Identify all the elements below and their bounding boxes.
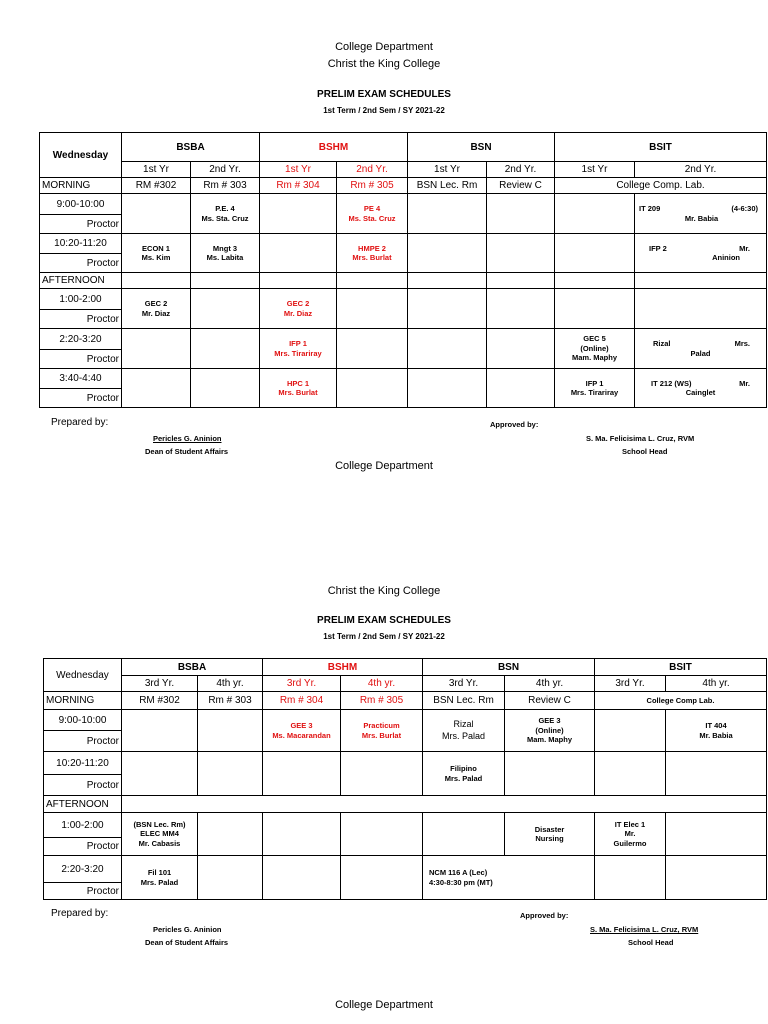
exam-cell (408, 194, 487, 234)
exam-cell (122, 710, 198, 752)
exam-cell (595, 856, 666, 900)
schedule-title: PRELIM EXAM SCHEDULES (317, 89, 451, 100)
course-code: Rizal (653, 339, 671, 349)
year-header: 3rd Yr. (122, 676, 198, 692)
exam-cell (341, 813, 423, 856)
footer-department: College Department (335, 999, 433, 1011)
year-header: 2nd Yr. (191, 162, 260, 178)
exam-cell (263, 856, 341, 900)
exam-cell (595, 710, 666, 752)
exam-cell (555, 194, 635, 234)
exam-cell: IT Elec 1 Mr. Guilermo (595, 813, 666, 856)
course-time: (4-6:30) (731, 204, 759, 214)
exam-cell (635, 289, 767, 329)
schedule-title: PRELIM EXAM SCHEDULES (317, 615, 451, 626)
program-bsit: BSIT (595, 659, 767, 676)
exam-cell (337, 329, 408, 369)
year-header: 1st Yr (122, 162, 191, 178)
time-slot: 1:00-2:00 (40, 289, 122, 310)
proctor-name: Mr. Babia (684, 213, 719, 223)
proctor-label: Proctor (44, 731, 122, 752)
exam-cell: HPC 1 Mrs. Burlat (260, 369, 337, 408)
exam-cell: Rizal Mrs. Palad (423, 710, 505, 752)
proctor-label: Proctor (40, 254, 122, 273)
room-cell: College Comp. Lab. (555, 178, 767, 194)
exam-cell (260, 194, 337, 234)
year-header: 4th yr. (666, 676, 767, 692)
preparer-title: Dean of Student Affairs (145, 938, 229, 947)
exam-cell: Fil 101 Mrs. Palad (122, 856, 198, 900)
exam-cell (635, 234, 767, 273)
preparer-name: Pericles G. Aninion (153, 925, 222, 934)
year-header: 4th yr. (198, 676, 263, 692)
exam-cell: GEE 3 Ms. Macarandan (263, 710, 341, 752)
day-label: Wednesday (44, 659, 122, 692)
prepared-by-label: Prepared by: (51, 417, 109, 428)
exam-cell: GEC 5 (Online) Mam. Maphy (555, 329, 635, 369)
approved-by-label: Approved by: (520, 911, 569, 920)
exam-cell (263, 813, 341, 856)
exam-cell (635, 194, 767, 234)
program-bshm: BSHM (260, 133, 408, 162)
exam-cell (635, 329, 767, 369)
exam-cell (198, 813, 263, 856)
exam-cell (337, 369, 408, 408)
exam-cell (191, 329, 260, 369)
year-header: 3rd Yr. (595, 676, 666, 692)
time-slot: 2:20-3:20 (44, 856, 122, 883)
exam-cell (122, 369, 191, 408)
exam-cell: GEE 3 (Online) Mam. Maphy (505, 710, 595, 752)
program-bsba: BSBA (122, 659, 263, 676)
time-slot: 10:20-11:20 (40, 234, 122, 254)
exam-cell (487, 369, 555, 408)
exam-cell (341, 752, 423, 796)
exam-cell: HMPE 2 Mrs. Burlat (337, 234, 408, 273)
proctor-title: Mr. (739, 378, 751, 388)
exam-cell: P.E. 4 Ms. Sta. Cruz (191, 194, 260, 234)
school-name: Christ the King College (327, 585, 441, 597)
proctor-label: Proctor (44, 775, 122, 796)
exam-cell: Disaster Nursing (505, 813, 595, 856)
year-header: 4th yr. (505, 676, 595, 692)
proctor-label: Proctor (44, 883, 122, 900)
department-heading: College Department (335, 41, 433, 53)
exam-cell: IFP 1 Mrs. Tirariray (260, 329, 337, 369)
room-cell: BSN Lec. Rm (408, 178, 487, 194)
proctor-label: Proctor (44, 838, 122, 856)
time-slot: 2:20-3:20 (40, 329, 122, 350)
footer-department: College Department (335, 460, 433, 472)
program-bsn: BSN (408, 133, 555, 162)
exam-cell (263, 752, 341, 796)
proctor-title: Mrs. (734, 339, 751, 349)
exam-cell: Practicum Mrs. Burlat (341, 710, 423, 752)
proctor-label: Proctor (40, 350, 122, 369)
exam-cell (260, 234, 337, 273)
exam-cell: IT 404 Mr. Babia (666, 710, 767, 752)
prepared-by-label: Prepared by: (51, 908, 109, 919)
exam-cell (555, 234, 635, 273)
room-cell: College Comp Lab. (595, 692, 767, 710)
exam-cell (487, 329, 555, 369)
exam-cell: NCM 116 A (Lec) 4:30-8:30 pm (MT) (423, 856, 595, 900)
day-label: Wednesday (40, 133, 122, 178)
exam-cell: (BSN Lec. Rm) ELEC MM4 Mr. Cabasis (122, 813, 198, 856)
exam-cell (635, 369, 767, 408)
term-label: 1st Term / 2nd Sem / SY 2021-22 (323, 106, 445, 115)
exam-cell (408, 329, 487, 369)
time-slot: 10:20-11:20 (44, 752, 122, 775)
exam-cell (198, 752, 263, 796)
year-header: 2nd Yr. (487, 162, 555, 178)
exam-cell (408, 369, 487, 408)
approver-title: School Head (622, 447, 668, 456)
exam-cell (191, 369, 260, 408)
room-cell: Rm # 304 (263, 692, 341, 710)
approved-by-label: Approved by: (490, 420, 539, 429)
time-slot: 1:00-2:00 (44, 813, 122, 838)
exam-cell (423, 813, 505, 856)
exam-cell (487, 289, 555, 329)
year-header: 1st Yr (555, 162, 635, 178)
year-header: 3rd Yr. (423, 676, 505, 692)
room-cell: Review C (487, 178, 555, 194)
proctor-label: Proctor (40, 215, 122, 234)
room-cell: RM #302 (122, 178, 191, 194)
room-cell: Rm # 303 (198, 692, 263, 710)
proctor-title: Mr. (739, 243, 751, 253)
exam-cell (505, 752, 595, 796)
year-header: 1st Yr (260, 162, 337, 178)
exam-cell (198, 710, 263, 752)
schedule-table-1 (39, 132, 767, 408)
afternoon-label: AFTERNOON (44, 796, 122, 813)
year-header: 1st Yr (408, 162, 487, 178)
year-header: 4th yr. (341, 676, 423, 692)
year-header: 2nd Yr. (635, 162, 767, 178)
exam-cell: IFP 1 Mrs. Tirariray (555, 369, 635, 408)
term-label: 1st Term / 2nd Sem / SY 2021-22 (323, 632, 445, 641)
exam-cell (122, 329, 191, 369)
preparer-name: Pericles G. Aninion (153, 434, 222, 443)
exam-cell (122, 194, 191, 234)
exam-cell (122, 752, 198, 796)
exam-cell (595, 752, 666, 796)
exam-cell: Filipino Mrs. Palad (423, 752, 505, 796)
morning-label: MORNING (40, 178, 122, 194)
proctor-label: Proctor (40, 310, 122, 329)
room-cell: BSN Lec. Rm (423, 692, 505, 710)
course-code: IT 212 (WS) (651, 378, 692, 388)
year-header: 2nd Yr. (337, 162, 408, 178)
exam-cell (555, 289, 635, 329)
room-cell: Rm # 303 (191, 178, 260, 194)
program-bsba: BSBA (122, 133, 260, 162)
time-slot: 3:40-4:40 (40, 369, 122, 389)
exam-cell: GEC 2 Mr. Diaz (260, 289, 337, 329)
exam-cell (341, 856, 423, 900)
room-cell: Rm # 305 (337, 178, 408, 194)
proctor-name: Aninion (712, 253, 741, 262)
proctor-label: Proctor (40, 389, 122, 408)
exam-cell (666, 813, 767, 856)
room-cell: Rm # 305 (341, 692, 423, 710)
approver-name: S. Ma. Felicisima L. Cruz, RVM (586, 434, 695, 443)
morning-label: MORNING (44, 692, 122, 710)
afternoon-label: AFTERNOON (40, 273, 122, 289)
exam-cell: PE 4 Ms. Sta. Cruz (337, 194, 408, 234)
exam-cell (666, 752, 767, 796)
room-cell: Rm # 304 (260, 178, 337, 194)
room-cell: Review C (505, 692, 595, 710)
program-bshm: BSHM (263, 659, 423, 676)
school-name: Christ the King College (327, 58, 441, 70)
exam-cell: GEC 2 Mr. Diaz (122, 289, 191, 329)
exam-cell: Mngt 3 Ms. Labita (191, 234, 260, 273)
proctor-name: Cainglet (685, 388, 716, 397)
exam-cell (198, 856, 263, 900)
approver-name: S. Ma. Felicisima L. Cruz, RVM (590, 925, 699, 934)
time-slot: 9:00-10:00 (40, 194, 122, 215)
exam-cell: ECON 1 Ms. Kim (122, 234, 191, 273)
room-cell: RM #302 (122, 692, 198, 710)
time-slot: 9:00-10:00 (44, 710, 122, 731)
exam-cell (408, 289, 487, 329)
exam-cell (191, 289, 260, 329)
course-code: IT 209 (639, 204, 661, 214)
exam-cell (487, 234, 555, 273)
exam-cell (408, 234, 487, 273)
course-code: IFP 2 (649, 243, 667, 253)
exam-cell (337, 289, 408, 329)
preparer-title: Dean of Student Affairs (145, 447, 229, 456)
approver-title: School Head (628, 938, 674, 947)
program-bsn: BSN (423, 659, 595, 676)
program-bsit: BSIT (555, 133, 767, 162)
proctor-name: Palad (690, 348, 711, 358)
exam-cell (666, 856, 767, 900)
year-header: 3rd Yr. (263, 676, 341, 692)
schedule-table-2 (43, 658, 767, 900)
exam-cell (487, 194, 555, 234)
